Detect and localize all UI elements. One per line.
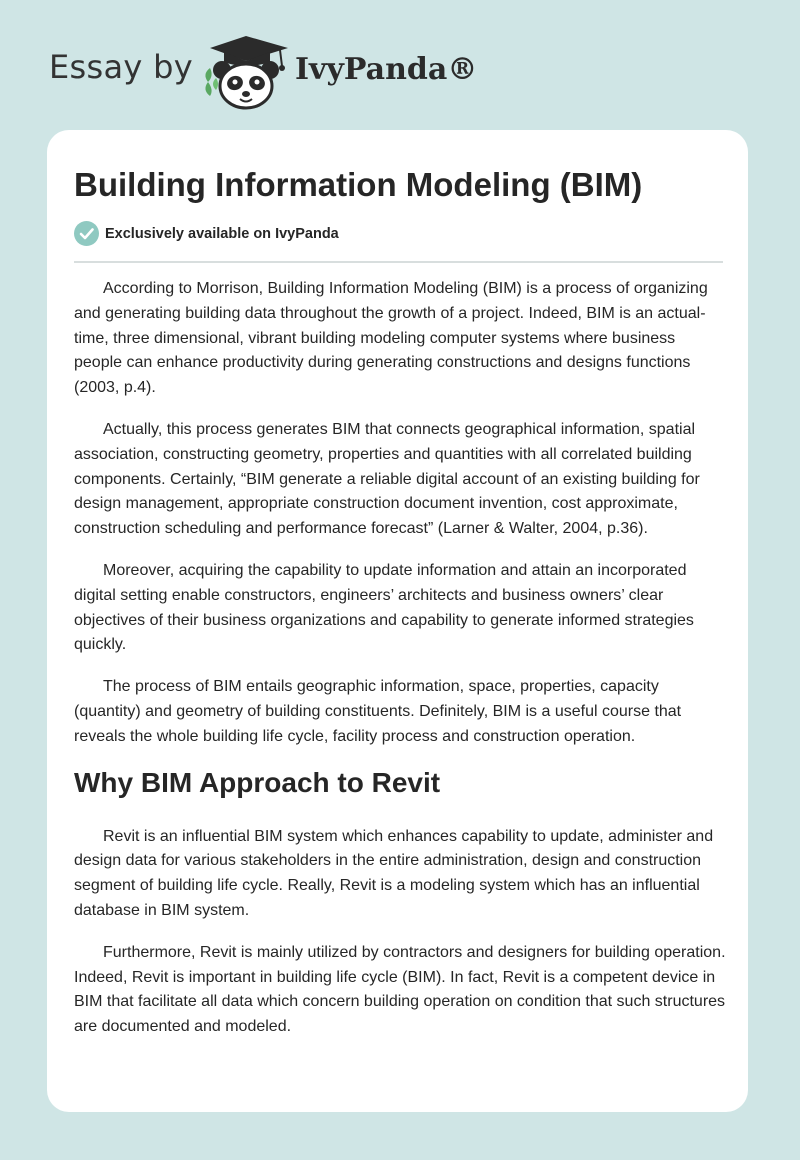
section-heading: Why BIM Approach to Revit bbox=[74, 766, 441, 798]
page-title: Building Information Modeling (BIM) bbox=[74, 166, 643, 203]
paragraph: Revit is an influential BIM system which enhances capability to update, administer and design data for various stakeholders in the entire administration, design and construction segment of building life cycle. Really, Revit is a modeling system which has an influential database in BIM system. bbox=[74, 827, 714, 919]
essay-card bbox=[47, 130, 748, 1112]
divider bbox=[74, 261, 723, 263]
paragraph: Moreover, acquiring the capability to update information and attain an incorporated digital setting enable constructors, engineers’ architects and business owners’ clear objectives of their business organizations and capability to generate informed strategies quickly. bbox=[74, 561, 694, 654]
exclusive-badge bbox=[74, 221, 339, 246]
essay-body bbox=[74, 277, 726, 1057]
brand-prefix: Essay by bbox=[49, 48, 193, 86]
panda-graduate-icon[interactable] bbox=[200, 34, 292, 110]
site-header bbox=[0, 0, 800, 130]
paragraph: Actually, this process generates BIM that connects geographical information, spatial association, constructing geometry, properties and quantities with all correlated building components. Certainly, “BIM generate a reliable digital account of an existing building for design management, appropriate construction document invention, cost approximate, construction scheduling and performance forecast” (Larner & Walter, 2004, p.36). bbox=[74, 420, 700, 538]
logo-wordmark[interactable]: IvyPanda® bbox=[295, 52, 478, 87]
check-circle-icon bbox=[74, 221, 99, 246]
paragraph: Furthermore, Revit is mainly utilized by contractors and designers for building operation. Indeed, Revit is important in building life cycle (BIM). In fact, Revit is a competent device in BIM that facilitate all data which concern building operation on condition that such structures are documented and modeled. bbox=[74, 943, 726, 1036]
badge-label: Exclusively available on IvyPanda bbox=[105, 225, 339, 242]
paragraph: According to Morrison, Building Information Modeling (BIM) is a process of organizing and generating building data throughout the growth of a project. Indeed, BIM is an actual-time, three dimensional, vibrant building modeling computer systems where business people can enhance productivity during generating constructions and designs functions (2003, p.4). bbox=[74, 280, 708, 397]
paragraph: The process of BIM entails geographic information, space, properties, capacity (quantity) and geometry of building constituents. Definitely, BIM is a useful course that reveals the whole building life cycle, facility process and construction operation. bbox=[74, 678, 682, 745]
